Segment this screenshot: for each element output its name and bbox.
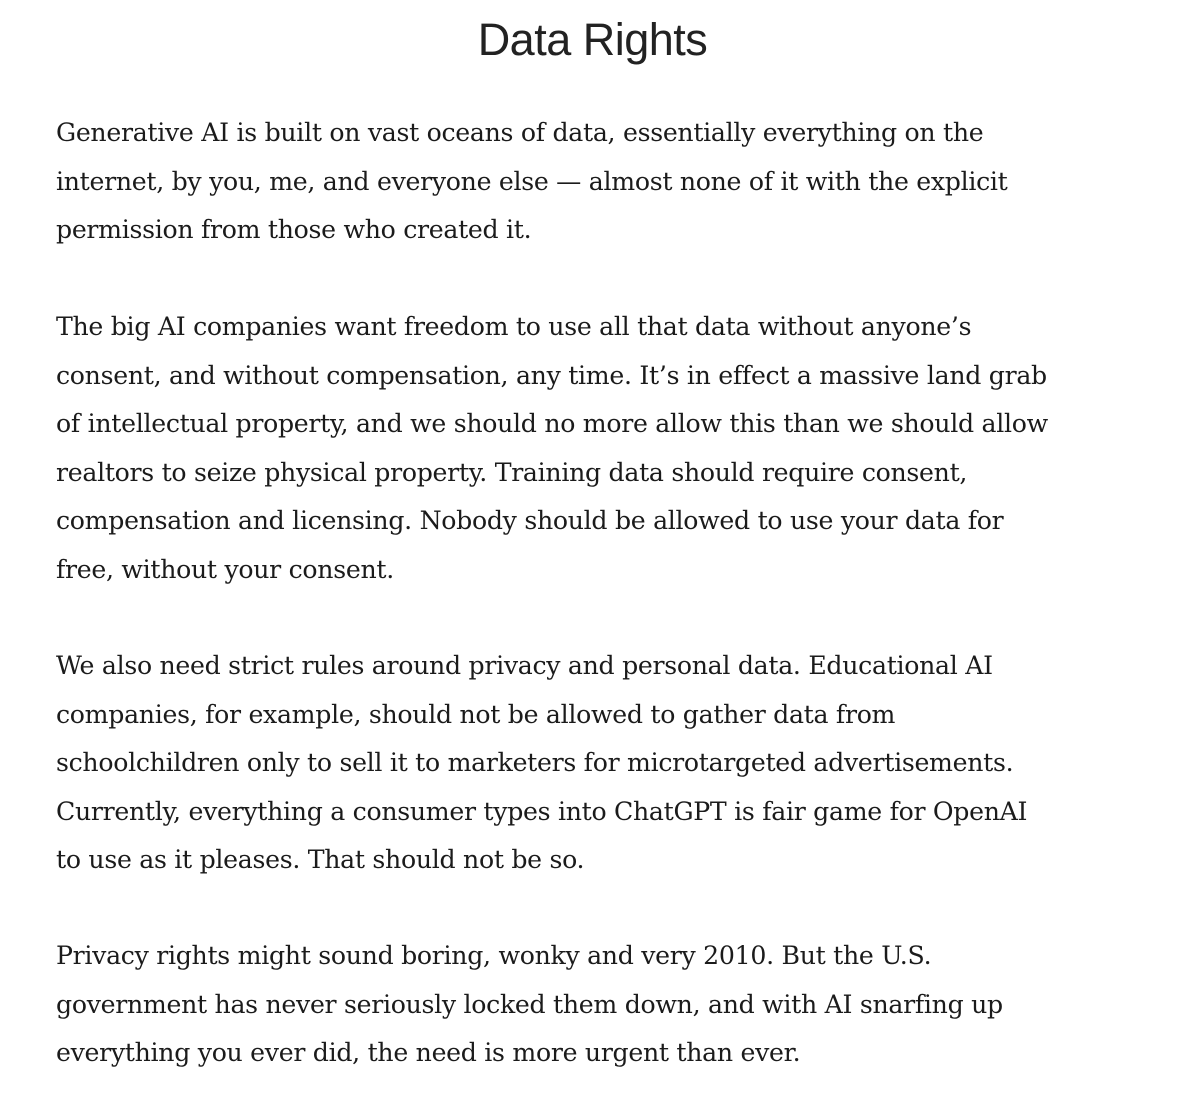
text-line: The big AI companies want freedom to use all that data without anyone’s [56, 312, 972, 341]
text-line: of intellectual property, and we should no more allow this than we should allow [56, 409, 1048, 438]
text-line: consent, and without compensation, any time. It’s in effect a massive land grab [56, 360, 1047, 390]
text-line: Privacy rights might sound boring, wonky and very 2010. But the U.S. [56, 941, 932, 970]
text-line: Generative AI is built on vast oceans of data, essentially everything on the [56, 118, 984, 147]
text-line: free, without your consent. [56, 554, 394, 584]
text-line: government has never seriously locked them down, and with AI snarfing up [56, 989, 1003, 1019]
paragraph-2 [56, 303, 1048, 594]
text-line: schoolchildren only to sell it to marketers for microtargeted advertisements. [56, 748, 1014, 777]
text-line: companies, for example, should not be allowed to gather data from [56, 699, 896, 729]
text-line: permission from those who created it. [56, 215, 532, 244]
text-line: We also need strict rules around privacy and personal data. Educational AI [56, 651, 993, 680]
text-line: compensation and licensing. Nobody should be allowed to use your data for [56, 506, 1004, 535]
text-line: internet, by you, me, and everyone else — almost none of it with the explicit [56, 166, 1008, 196]
text-line: realtors to seize physical property. Training data should require consent, [56, 457, 968, 487]
paragraph-4 [56, 932, 1003, 1078]
text-line: to use as it pleases. That should not be so. [56, 845, 585, 874]
text-line: Currently, everything a consumer types into ChatGPT is fair game for OpenAI [56, 796, 1028, 826]
paragraph-3 [56, 642, 1027, 885]
text-line: everything you ever did, the need is more urgent than ever. [56, 1038, 801, 1067]
page-title: Data Rights [477, 14, 708, 65]
paragraph-1 [56, 109, 1008, 255]
